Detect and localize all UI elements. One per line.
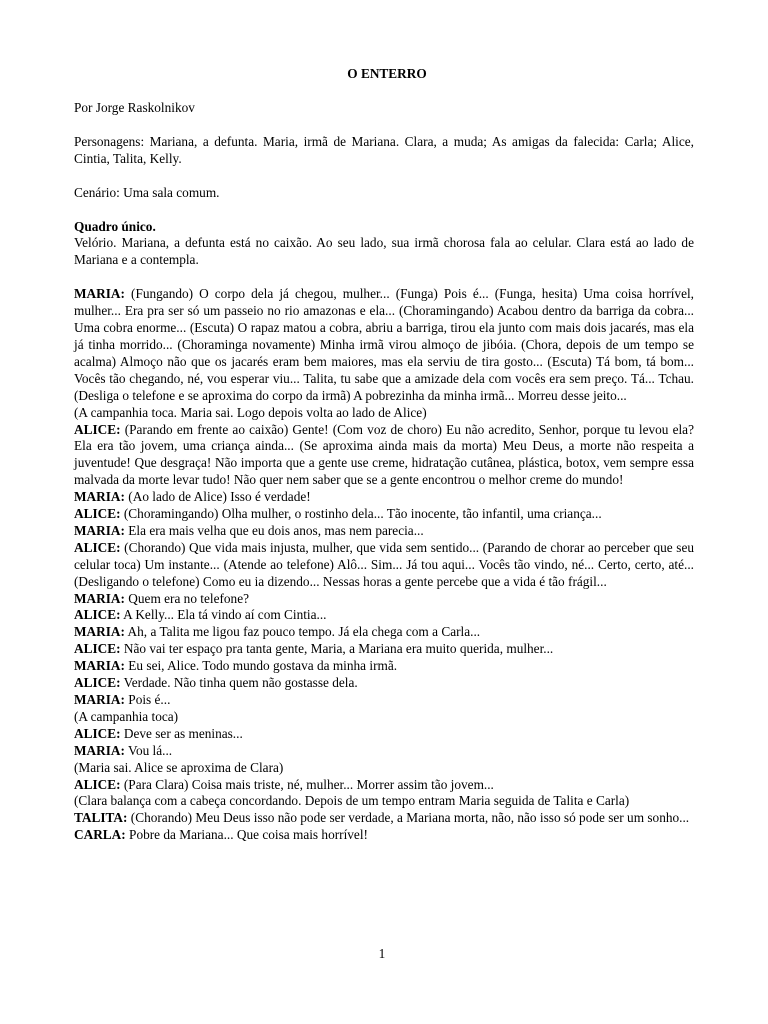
line-text: Eu sei, Alice. Todo mundo gostava da minha irmã. <box>124 658 398 674</box>
line-text: Verdade. Não tinha quem não gostasse dela. <box>120 675 358 691</box>
author-line: Por Jorge Raskolnikov <box>74 99 195 115</box>
speaker-name: ALICE: <box>74 725 121 741</box>
scene-intro: Velório. Mariana, a defunta está no caixão. Ao seu lado, sua irmã chorosa fala ao celular. Clara está ao lado de Mariana e a contempla. <box>74 235 694 268</box>
line-text: Quem era no telefone? <box>124 590 250 606</box>
speaker-name: MARIA: <box>74 624 125 640</box>
characters-paragraph: Personagens: Mariana, a defunta. Maria, irmã de Mariana. Clara, a muda; As amigas da falecida: Carla; Alice, Cintia, Talita, Kelly. <box>74 133 694 166</box>
speaker-name: MARIA: <box>74 658 125 674</box>
dialogue-line <box>74 523 694 540</box>
line-text: Não vai ter espaço pra tanta gente, Maria, a Mariana era muito querida, mulher... <box>120 641 554 657</box>
dialogue-line <box>74 286 694 404</box>
line-text: (Maria sai. Alice se aproxima de Clara) <box>74 759 284 775</box>
dialogue-line <box>74 726 694 743</box>
speaker-name: TALITA: <box>74 810 128 826</box>
page-number-text: 1 <box>378 946 386 961</box>
dialogue-line <box>74 506 694 523</box>
line-text: (Fungando) O corpo dela já chegou, mulher... (Funga) Pois é... (Funga, hesita) Uma coisa horrível, mulher... Era pra ser só um passeio no rio amazonas e ela... (Choramingando) Acabou dentro da barriga da cobra... Uma cobra enorme... (Escuta) O rapaz matou a cobra, abriu a barriga, tirou ela junto com mais dois jacarés, mas ela já tinha morrido... (Choraminga novamente) Minha irmã virou almoço de jibóia. (Chora, depois de um tempo se acalma) Almoço não que os jacarés eram bem maiores, mas ela serviu de tira gosto... (Escuta) Tá bom, tá bom... Vocês tão chegando, né, vou esperar viu... Talita, tu sabe que a amizade dela com vocês era sem preço. Tá... Tchau. (Desliga o telefone e se aproxima do corpo da irmã) A pobrezinha da minha irmã... Morreu desse jeito... <box>74 286 694 403</box>
dialogue-line <box>74 624 694 641</box>
dialogue-line <box>74 743 694 760</box>
line-text: Ah, a Talita me ligou faz pouco tempo. Já ela chega com a Carla... <box>124 624 481 640</box>
speaker-name: ALICE: <box>74 421 121 437</box>
dialogue-line <box>74 658 694 675</box>
dialogue-line <box>74 692 694 709</box>
speaker-name: CARLA: <box>74 827 126 843</box>
spacer <box>74 202 694 219</box>
speaker-name: ALICE: <box>74 539 121 555</box>
spacer <box>74 269 694 286</box>
scene-title: Quadro único. <box>74 218 156 234</box>
line-text: A Kelly... Ela tá vindo aí com Cintia... <box>120 607 327 623</box>
document-title: O ENTERRO <box>347 66 427 81</box>
document-page <box>74 66 694 844</box>
line-text: Deve ser as meninas... <box>120 725 243 741</box>
speaker-name: ALICE: <box>74 641 121 657</box>
dialogue-line <box>74 540 694 591</box>
spacer <box>74 117 694 134</box>
spacer <box>74 168 694 185</box>
stage-direction <box>74 709 694 726</box>
speaker-name: ALICE: <box>74 607 121 623</box>
speaker-name: MARIA: <box>74 590 125 606</box>
dialogue-line <box>74 827 694 844</box>
speaker-name: MARIA: <box>74 522 125 538</box>
page-number <box>0 946 768 963</box>
stage-direction <box>74 405 694 422</box>
dialogue-line <box>74 641 694 658</box>
dialogue-line <box>74 607 694 624</box>
dialogue-line <box>74 591 694 608</box>
speaker-name: ALICE: <box>74 776 121 792</box>
dialogue-line <box>74 422 694 490</box>
dialogue-block <box>74 286 694 844</box>
spacer <box>74 83 694 100</box>
line-text: (Chorando) Que vida mais injusta, mulher, que vida sem sentido... (Parando de chorar ao perceber que seu celular toca) Um instante... (Atende ao telefone) Alô... Sim... Já tou aqui... Vocês tão vindo, né... Certo, certo, até... (Desligando o telefone) Como eu ia dizendo... Nessas horas a gente percebe que a vida é tão frágil... <box>74 539 694 589</box>
stage-direction <box>74 760 694 777</box>
line-text: (Clara balança com a cabeça concordando. Depois de um tempo entram Maria seguida de Talita e Carla) <box>74 793 630 809</box>
line-text: (Chorando) Meu Deus isso não pode ser verdade, a Mariana morta, não, não isso só pode ser um sonho... <box>127 810 690 826</box>
line-text: Vou lá... <box>124 742 173 758</box>
line-text: (A campanhia toca. Maria sai. Logo depois volta ao lado de Alice) <box>74 404 427 420</box>
dialogue-line <box>74 810 694 827</box>
speaker-name: MARIA: <box>74 742 125 758</box>
speaker-name: MARIA: <box>74 489 125 505</box>
line-text: Pois é... <box>124 692 171 707</box>
dialogue-line <box>74 489 694 506</box>
dialogue-line <box>74 675 694 692</box>
setting-paragraph: Cenário: Uma sala comum. <box>74 184 220 200</box>
speaker-name: MARIA: <box>74 286 125 302</box>
dialogue-line <box>74 777 694 794</box>
line-text: Pobre da Mariana... Que coisa mais horrível! <box>125 827 368 843</box>
line-text: (Para Clara) Coisa mais triste, né, mulher... Morrer assim tão jovem... <box>120 776 494 792</box>
speaker-name: MARIA: <box>74 692 125 707</box>
line-text: (Parando em frente ao caixão) Gente! (Com voz de choro) Eu não acredito, Senhor, porque tu levou ela? Ela era tão jovem, uma criança ainda... (Se aproxima ainda mais da morta) Meu Deus, a morte não respeita a juventude! Que desgraça! Não importa que a gente use creme, hidratação cutânea, plástica, botox, vem sempre essa malvada da morte levar tudo! Não quer nem saber que se a gente encontrou o melhor creme do mundo! <box>74 421 694 488</box>
line-text: Ela era mais velha que eu dois anos, mas nem parecia... <box>124 522 424 538</box>
line-text: (Ao lado de Alice) Isso é verdade! <box>124 489 311 505</box>
line-text: (A campanhia toca) <box>74 708 179 724</box>
speaker-name: ALICE: <box>74 675 121 691</box>
line-text: (Choramingando) Olha mulher, o rostinho dela... Tão inocente, tão infantil, uma criança... <box>120 506 602 522</box>
stage-direction <box>74 793 694 810</box>
speaker-name: ALICE: <box>74 506 121 522</box>
